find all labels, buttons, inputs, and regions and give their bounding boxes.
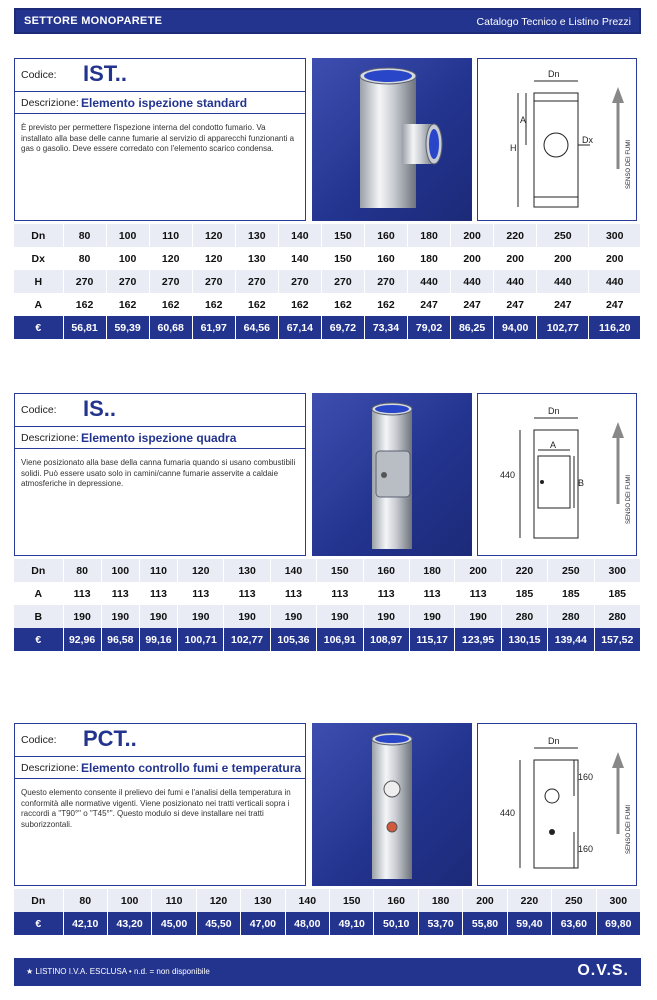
table-cell: 190: [317, 605, 363, 628]
product-description: Elemento ispezione standard: [81, 96, 248, 110]
table-cell: 150: [321, 224, 364, 247]
table-cell: 150: [317, 559, 363, 582]
price-cell: 49,10: [330, 912, 374, 935]
table-cell: 190: [270, 605, 316, 628]
technical-drawing: [477, 58, 637, 221]
table-cell: 200: [494, 247, 537, 270]
table-cell: 140: [278, 247, 321, 270]
row-header: Dx: [14, 247, 63, 270]
table-cell: 162: [192, 293, 235, 316]
price-cell: 102,77: [224, 628, 270, 651]
table-cell: 220: [507, 889, 551, 912]
product-text: Questo elemento consente il prelievo dei fumi e l'analisi della temperatura in conformità alle normative vigenti. Viene posizionato nei tratti verticali sopra i raccordi a "T90°" o "T45°". Questo modulo si deve installare nei tratti suborizzontali.: [21, 788, 291, 829]
table-cell: 150: [330, 889, 374, 912]
table-cell: 270: [321, 270, 364, 293]
table-cell: 247: [537, 293, 589, 316]
price-cell: 139,44: [548, 628, 594, 651]
product-photo: [312, 58, 472, 221]
table-cell: 220: [501, 559, 547, 582]
b-label: B: [578, 478, 585, 488]
price-cell: 116,20: [589, 316, 641, 339]
price-cell: 106,91: [317, 628, 363, 651]
table-cell: 162: [149, 293, 192, 316]
table-row: [14, 559, 641, 582]
price-cell: 59,40: [507, 912, 551, 935]
table-cell: 247: [408, 293, 451, 316]
price-cell: 123,95: [455, 628, 501, 651]
table-cell: 440: [408, 270, 451, 293]
table-cell: 220: [494, 224, 537, 247]
table-cell: 140: [270, 559, 316, 582]
row-header: Dn: [14, 559, 63, 582]
price-cell: 48,00: [285, 912, 329, 935]
inspection-drawing: [478, 394, 636, 555]
control-pipe-image: [312, 723, 472, 886]
price-cell: 53,70: [418, 912, 462, 935]
table-cell: 180: [408, 247, 451, 270]
product-description: Elemento controllo fumi e temperatura: [81, 761, 302, 775]
table-cell: 180: [418, 889, 462, 912]
table-row: [14, 605, 641, 628]
table-cell: 113: [455, 582, 501, 605]
price-cell: 115,17: [409, 628, 455, 651]
table-row: [14, 293, 641, 316]
table-cell: 130: [241, 889, 285, 912]
table-row: [14, 270, 641, 293]
price-cell: 94,00: [494, 316, 537, 339]
dimension-price-table: [14, 224, 641, 339]
table-cell: 190: [178, 605, 224, 628]
catalog-title: Catalogo Tecnico e Listino Prezzi: [476, 16, 631, 28]
table-cell: 120: [149, 247, 192, 270]
table-cell: 190: [363, 605, 409, 628]
table-cell: 270: [364, 270, 407, 293]
table-cell: 250: [552, 889, 596, 912]
dn-label: Dn: [548, 406, 560, 416]
price-cell: 79,02: [408, 316, 451, 339]
table-cell: 190: [101, 605, 139, 628]
description-row: [15, 92, 305, 114]
table-cell: 250: [537, 224, 589, 247]
a-label: A: [520, 115, 527, 125]
h-label: 440: [500, 470, 516, 480]
technical-drawing: [477, 393, 637, 556]
price-cell: 50,10: [374, 912, 418, 935]
product-code: IS..: [83, 396, 117, 421]
code-label: Codice:: [21, 734, 57, 746]
row-header: Dn: [14, 224, 63, 247]
table-cell: 80: [63, 224, 106, 247]
table-cell: 200: [537, 247, 589, 270]
price-cell: 157,52: [594, 628, 641, 651]
table-cell: 160: [364, 224, 407, 247]
price-cell: 130,15: [501, 628, 547, 651]
table-cell: 247: [589, 293, 641, 316]
table-cell: 110: [149, 224, 192, 247]
control-drawing: [478, 724, 636, 885]
header-bar: [14, 8, 641, 34]
a-label: A: [550, 440, 557, 450]
price-cell: 43,20: [107, 912, 151, 935]
table-cell: 110: [152, 889, 196, 912]
dx-label: Dx: [582, 135, 593, 145]
price-cell: 100,71: [178, 628, 224, 651]
table-cell: 100: [107, 889, 151, 912]
table-cell: 200: [451, 247, 494, 270]
euro-header: €: [14, 316, 63, 339]
table-cell: 185: [501, 582, 547, 605]
table-row: [14, 224, 641, 247]
euro-header: €: [14, 628, 63, 651]
code-label: Codice:: [21, 69, 57, 81]
table-cell: 270: [278, 270, 321, 293]
table-cell: 200: [451, 224, 494, 247]
table-cell: 113: [101, 582, 139, 605]
table-cell: 440: [537, 270, 589, 293]
price-cell: 73,34: [364, 316, 407, 339]
price-cell: 55,80: [463, 912, 507, 935]
table-cell: 160: [374, 889, 418, 912]
table-cell: 300: [594, 559, 641, 582]
price-row: [14, 628, 641, 651]
table-cell: 190: [224, 605, 270, 628]
flow-direction-label: SENSO DEI FUMI: [626, 474, 632, 524]
table-cell: 250: [548, 559, 594, 582]
table-cell: 150: [321, 247, 364, 270]
product-photo: [312, 393, 472, 556]
price-row: [14, 316, 641, 339]
price-cell: 69,80: [596, 912, 640, 935]
table-cell: 280: [501, 605, 547, 628]
price-cell: 69,72: [321, 316, 364, 339]
row-header: A: [14, 582, 63, 605]
table-cell: 185: [548, 582, 594, 605]
inspection-pipe-image: [312, 393, 472, 556]
table-cell: 80: [63, 889, 107, 912]
table-cell: 200: [463, 889, 507, 912]
price-cell: 56,81: [63, 316, 106, 339]
table-cell: 113: [139, 582, 177, 605]
code-label: Codice:: [21, 404, 57, 416]
price-cell: 47,00: [241, 912, 285, 935]
table-cell: 280: [594, 605, 641, 628]
product-text: È previsto per permettere l'ispezione interna del condotto fumario. Va installato alla base delle canne fumarie al servizio di apparecchi funzionanti a gas o gasolio. Deve essere corredato con l'elemento scarico condensa.: [21, 123, 295, 153]
footer-bar: [14, 958, 641, 986]
product-info-box: [14, 58, 306, 221]
table-cell: 190: [63, 605, 101, 628]
price-cell: 99,16: [139, 628, 177, 651]
table-cell: 120: [196, 889, 240, 912]
table-cell: 100: [106, 247, 149, 270]
table-cell: 160: [363, 559, 409, 582]
euro-header: €: [14, 912, 63, 935]
dn-label: Dn: [548, 736, 560, 746]
flow-direction-label: SENSO DEI FUMI: [626, 139, 632, 189]
description-label: Descrizione:: [21, 97, 79, 109]
table-cell: 162: [278, 293, 321, 316]
table-cell: 113: [224, 582, 270, 605]
price-cell: 96,58: [101, 628, 139, 651]
table-cell: 280: [548, 605, 594, 628]
product-photo: [312, 723, 472, 886]
table-cell: 100: [101, 559, 139, 582]
price-cell: 105,36: [270, 628, 316, 651]
table-cell: 130: [224, 559, 270, 582]
table-cell: 162: [321, 293, 364, 316]
table-cell: 190: [409, 605, 455, 628]
table-cell: 100: [106, 224, 149, 247]
price-cell: 102,77: [537, 316, 589, 339]
price-cell: 67,14: [278, 316, 321, 339]
price-cell: 64,56: [235, 316, 278, 339]
table-cell: 270: [106, 270, 149, 293]
table-cell: 130: [235, 224, 278, 247]
table-cell: 190: [139, 605, 177, 628]
price-cell: 86,25: [451, 316, 494, 339]
price-cell: 108,97: [363, 628, 409, 651]
brand-logo: O.V.S.: [577, 962, 629, 979]
product-code: IST..: [83, 61, 128, 86]
table-cell: 162: [235, 293, 278, 316]
table-cell: 270: [63, 270, 106, 293]
top-distance-label: 160: [578, 772, 594, 782]
table-cell: 80: [63, 559, 101, 582]
table-cell: 440: [451, 270, 494, 293]
price-cell: 45,00: [152, 912, 196, 935]
table-cell: 300: [589, 224, 641, 247]
table-cell: 440: [494, 270, 537, 293]
price-cell: 59,39: [106, 316, 149, 339]
table-cell: 140: [285, 889, 329, 912]
technical-drawing: [477, 723, 637, 886]
description-label: Descrizione:: [21, 762, 79, 774]
table-row: [14, 247, 641, 270]
product-code: PCT..: [83, 726, 137, 751]
table-cell: 200: [589, 247, 641, 270]
table-cell: 113: [270, 582, 316, 605]
sector-title: SETTORE MONOPARETE: [24, 15, 163, 27]
row-header: Dn: [14, 889, 63, 912]
table-cell: 162: [106, 293, 149, 316]
product-info-box: [14, 393, 306, 556]
description-row: [15, 757, 305, 779]
dimension-price-table: [14, 559, 641, 651]
description-row: [15, 427, 305, 449]
table-cell: 270: [192, 270, 235, 293]
table-cell: 113: [63, 582, 101, 605]
table-cell: 113: [317, 582, 363, 605]
description-label: Descrizione:: [21, 432, 79, 444]
price-cell: 60,68: [149, 316, 192, 339]
code-row: [15, 394, 305, 427]
h-label: H: [510, 143, 517, 153]
product-description: Elemento ispezione quadra: [81, 431, 237, 445]
table-cell: 440: [589, 270, 641, 293]
price-row: [14, 912, 641, 935]
table-cell: 120: [192, 224, 235, 247]
price-cell: 45,50: [196, 912, 240, 935]
product-info-box: [14, 723, 306, 886]
table-cell: 185: [594, 582, 641, 605]
price-cell: 61,97: [192, 316, 235, 339]
table-cell: 247: [451, 293, 494, 316]
table-cell: 113: [409, 582, 455, 605]
dimension-price-table: [14, 889, 641, 935]
code-row: [15, 59, 305, 92]
row-header: A: [14, 293, 63, 316]
table-cell: 80: [63, 247, 106, 270]
table-cell: 162: [364, 293, 407, 316]
table-cell: 190: [455, 605, 501, 628]
table-cell: 140: [278, 224, 321, 247]
bottom-distance-label: 160: [578, 844, 594, 854]
dn-label: Dn: [548, 69, 560, 79]
table-cell: 300: [596, 889, 640, 912]
code-row: [15, 724, 305, 757]
table-row: [14, 889, 641, 912]
flow-direction-label: SENSO DEI FUMI: [626, 804, 632, 854]
product-text: Viene posizionato alla base della canna fumaria quando si usano combustibili solidi. Può essere usato solo in camini/canne fumarie asservite a caldaie atmosferiche in depressione.: [21, 458, 296, 488]
table-row: [14, 582, 641, 605]
h-label: 440: [500, 808, 516, 818]
table-cell: 120: [178, 559, 224, 582]
table-cell: 180: [409, 559, 455, 582]
row-header: H: [14, 270, 63, 293]
table-cell: 160: [364, 247, 407, 270]
price-cell: 92,96: [63, 628, 101, 651]
table-cell: 270: [235, 270, 278, 293]
price-cell: 42,10: [63, 912, 107, 935]
table-cell: 113: [363, 582, 409, 605]
table-cell: 180: [408, 224, 451, 247]
table-cell: 270: [149, 270, 192, 293]
table-cell: 200: [455, 559, 501, 582]
tee-drawing: [478, 59, 636, 220]
price-cell: 63,60: [552, 912, 596, 935]
table-cell: 130: [235, 247, 278, 270]
row-header: B: [14, 605, 63, 628]
table-cell: 113: [178, 582, 224, 605]
table-cell: 162: [63, 293, 106, 316]
tee-pipe-image: [312, 58, 472, 221]
vat-note: ★ LISTINO I.V.A. ESCLUSA • n.d. = non disponibile: [26, 967, 210, 976]
table-cell: 120: [192, 247, 235, 270]
table-cell: 247: [494, 293, 537, 316]
table-cell: 110: [139, 559, 177, 582]
